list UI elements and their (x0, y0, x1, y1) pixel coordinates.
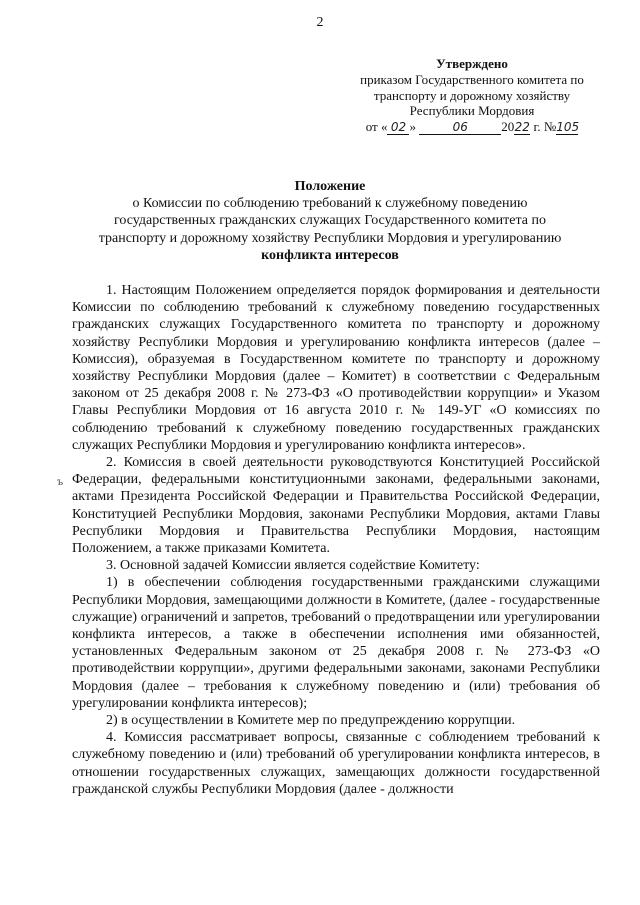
page-number: 2 (316, 15, 324, 30)
date-prefix: от « (365, 119, 388, 135)
date-year-suffix: 22 (514, 120, 530, 135)
title-subtitle-4: конфликта интересов (261, 247, 399, 263)
paragraph-1: 1. Настоящим Положением определяется порядок формирования и деятельности Комиссии по соблюдению требований к служебному поведению государственных гражданских служащих Государственного комитета по транспорту и дорожному хозяйству Республики Мордовия и урегулированию конфликта интересов (далее – Комиссия), образуемая в Государственном комитете по транспорту и дорожному хозяйству Республики Мордовия (далее – Комитет) в соответствии с Федеральным законом от 25 декабря 2008 г. № 273-ФЗ «О противодействии коррупции» и Указом Главы Республики Мордовия от 16 августа 2010 г. № 149-УГ «О комиссиях по соблюдению требований к служебному поведению государственных гражданских служащих Республики Мордовия и урегулированию конфликта интересов». (72, 283, 600, 453)
title-subtitle-2: государственных гражданских служащих Государственного комитета по (114, 213, 546, 229)
document-body (72, 282, 600, 798)
title-subtitle-3: транспорту и дорожному хозяйству Республики Мордовия и урегулированию (98, 230, 562, 246)
order-number-prefix: г. № (533, 119, 557, 135)
date-day: 02 (387, 120, 409, 135)
order-number: 105 (556, 120, 580, 135)
approval-block (352, 56, 592, 135)
approval-line-3: Республики Мордовия (409, 103, 535, 119)
date-year-prefix: 20 (501, 119, 515, 135)
approval-title: Утверждено (436, 56, 508, 71)
paragraph-3: 3. Основной задачей Комиссии является содействие Комитету: (106, 558, 480, 574)
title-subtitle-1: о Комиссии по соблюдению требований к служебному поведению (132, 196, 528, 212)
paragraph-4: 4. Комиссия рассматривает вопросы, связанные с соблюдением требований к служебному поведению и (или) требований об урегулировании конфликта интересов, в отношении государственных служащих, замещающих должности государственной гражданской службы Республики Мордовия (далее - должности (72, 730, 600, 797)
approval-date (352, 119, 592, 135)
paragraph-3-item-1: 1) в обеспечении соблюдения государственными гражданскими служащими Республики Мордовия, замещающими должности в Комитете, (далее - государственные служащие) ограничений и запретов, требований о предотвращении или урегулировании конфликта интересов, а также в обеспечении исполнения ими обязанностей, установленных Федеральным законом от 25 декабря 2008 г. № 273-ФЗ «О противодействии коррупции», другими федеральными законами, законами Республики Мордовия (далее – требования к служебному поведению и (или) требования об урегулировании конфликта интересов); (72, 575, 600, 711)
margin-mark: ъ (57, 474, 64, 488)
approval-line-2: транспорту и дорожному хозяйству (373, 87, 571, 103)
date-month: 06 (419, 120, 501, 135)
document-title (60, 178, 600, 264)
date-day-close: » (409, 119, 416, 135)
paragraph-3-item-2: 2) в осуществлении в Комитете мер по предупреждению коррупции. (106, 713, 516, 729)
paragraph-2: 2. Комиссия в своей деятельности руководствуются Конституцией Российской Федерации, федеральными конституционными законами, федеральными законами, актами Президента Российской Федерации и Правительства Российской Федерации, Конституцией Республики Мордовия, законами Республики Мордовия, актами Главы Республики Мордовия и Правительства Республики Мордовия, настоящим Положением, а также приказами Комитета. (72, 455, 600, 557)
approval-line-1: приказом Государственного комитета по (360, 71, 584, 87)
title-heading: Положение (294, 179, 366, 194)
